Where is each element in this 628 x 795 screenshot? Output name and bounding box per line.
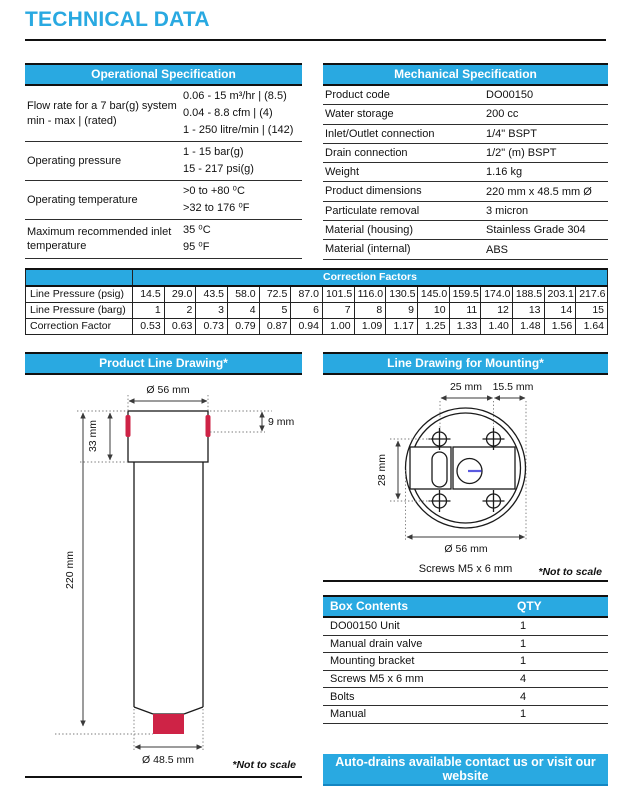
table-cell: 1.56 <box>544 319 576 335</box>
spec-label: Operating pressure <box>27 154 122 167</box>
box-item: Mounting bracket <box>330 655 415 668</box>
dim-label-hole-spacing: 25 mm <box>449 381 483 393</box>
table-cell: 217.6 <box>576 286 608 303</box>
product-body <box>134 462 203 714</box>
table-cell: 14.5 <box>133 286 165 303</box>
dim-label-top-diameter: Ø 56 mm <box>146 384 190 396</box>
table-cell: 14 <box>544 303 576 319</box>
spec-value: 15 - 217 psi(g) <box>183 163 254 175</box>
corr-row-label: Line Pressure (barg) <box>26 303 133 319</box>
box-qty: 1 <box>520 655 527 668</box>
table-cell: 43.5 <box>196 286 228 303</box>
table-cell: 0.94 <box>291 319 323 335</box>
mounting-drawing-header: Line Drawing for Mounting* <box>323 352 608 375</box>
spec-label: Material (internal) <box>325 243 411 256</box>
table-cell: 29.0 <box>164 286 196 303</box>
product-drawing-header: Product Line Drawing* <box>25 352 302 375</box>
table-row <box>323 182 608 201</box>
table-row <box>323 671 608 689</box>
table-row <box>26 269 608 286</box>
title-rule <box>25 39 606 41</box>
table-cell: 8 <box>354 303 386 319</box>
spec-value: 200 cc <box>486 108 519 121</box>
table-row <box>323 125 608 144</box>
table-row <box>323 163 608 182</box>
screws-spec-label: Screws M5 x 6 mm <box>418 563 513 575</box>
box-contents-table <box>323 595 608 724</box>
table-row <box>323 144 608 163</box>
spec-value: DO00150 <box>486 89 534 102</box>
spec-value: 1 - 15 bar(g) <box>183 146 244 158</box>
spec-value: 35 ⁰C <box>183 224 211 236</box>
table-cell: 72.5 <box>259 286 291 303</box>
table-row <box>323 618 608 636</box>
table-cell: 203.1 <box>544 286 576 303</box>
table-cell: 3 <box>196 303 228 319</box>
box-contents-header <box>323 595 608 618</box>
table-row <box>25 181 302 220</box>
table-cell: 0.63 <box>164 319 196 335</box>
product-drawing-panel <box>25 352 302 778</box>
operational-spec-header: Operational Specification <box>25 63 302 86</box>
product-line-drawing <box>25 375 302 775</box>
spec-value: 220 mm x 48.5 mm Ø <box>486 185 592 198</box>
box-qty: 4 <box>520 690 527 703</box>
spec-value: >32 to 176 ⁰F <box>183 202 250 214</box>
table-cell: 11 <box>449 303 481 319</box>
corr-row-label: Correction Factor <box>26 319 133 335</box>
table-cell: 5 <box>259 303 291 319</box>
dim-label-port-height: 9 mm <box>268 416 295 428</box>
operational-spec-table <box>25 63 302 259</box>
table-row <box>323 202 608 221</box>
drain-valve <box>153 714 184 734</box>
table-row <box>323 688 608 706</box>
table-cell: 159.5 <box>449 286 481 303</box>
spec-value: 95 ⁰F <box>183 241 210 253</box>
spec-value: ABS <box>486 243 509 256</box>
table-row <box>323 653 608 671</box>
table-cell: 0.73 <box>196 319 228 335</box>
footer-banner: Auto-drains available contact us or visit our website <box>323 754 608 786</box>
page-title: TECHNICAL DATA <box>25 8 210 31</box>
outlet-port <box>206 415 211 437</box>
table-cell: 9 <box>386 303 418 319</box>
spec-label: Water storage <box>325 108 394 121</box>
table-cell: 15 <box>576 303 608 319</box>
not-to-scale-note: *Not to scale <box>232 759 296 771</box>
qty-header: QTY <box>517 599 542 613</box>
table-row <box>323 221 608 240</box>
spec-label: Flow rate for a 7 bar(g) system min - max | (rated) <box>27 100 177 127</box>
spec-value: 3 micron <box>486 204 529 217</box>
spec-value: Stainless Grade 304 <box>486 224 586 237</box>
table-row <box>25 142 302 181</box>
table-cell: 10 <box>417 303 449 319</box>
table-row <box>323 105 608 124</box>
table-row <box>26 286 608 303</box>
table-cell: 101.5 <box>322 286 354 303</box>
box-qty: 1 <box>520 637 527 650</box>
box-qty: 1 <box>520 708 527 721</box>
spec-label: Weight <box>325 166 360 179</box>
table-cell: 2 <box>164 303 196 319</box>
table-cell: 145.0 <box>417 286 449 303</box>
table-row <box>323 86 608 105</box>
spec-values <box>183 86 302 141</box>
box-qty: 4 <box>520 673 527 686</box>
not-to-scale-note: *Not to scale <box>538 566 602 578</box>
dim-label-mount-diameter: Ø 56 mm <box>444 543 488 555</box>
table-cell: 1 <box>133 303 165 319</box>
corr-header-empty-cell <box>26 269 133 286</box>
spec-label: Maximum recommended inlet temperature <box>27 225 172 252</box>
spec-label: Operating temperature <box>27 193 138 206</box>
spec-label: Particulate removal <box>325 204 420 217</box>
screw-hole-icon <box>483 490 505 512</box>
spec-value: 0.04 - 8.8 cfm | (4) <box>183 107 273 119</box>
screws-note-row <box>323 561 608 580</box>
table-cell: 13 <box>512 303 544 319</box>
mechanical-spec-header: Mechanical Specification <box>323 63 608 86</box>
spec-value: 1/4" BSPT <box>486 127 537 140</box>
box-item: DO00150 Unit <box>330 620 400 633</box>
dim-label-total-height: 220 mm <box>64 551 76 589</box>
table-cell: 1.00 <box>322 319 354 335</box>
table-cell: 12 <box>481 303 513 319</box>
table-row <box>26 319 608 335</box>
spec-value: 1.16 kg <box>486 166 523 179</box>
spec-label: Inlet/Outlet connection <box>325 127 435 140</box>
mounting-drawing-panel <box>323 352 608 582</box>
box-contents-title: Box Contents <box>330 599 408 613</box>
spec-value: >0 to +80 ⁰C <box>183 185 245 197</box>
spec-label: Material (housing) <box>325 224 414 237</box>
screw-hole-icon <box>429 490 451 512</box>
product-head <box>128 411 208 462</box>
table-cell: 0.79 <box>227 319 259 335</box>
spec-label: Drain connection <box>325 146 408 159</box>
table-cell: 7 <box>322 303 354 319</box>
bracket-slot <box>432 452 447 487</box>
dim-label-edge-offset: 15.5 mm <box>492 381 534 393</box>
box-item: Manual drain valve <box>330 637 423 650</box>
table-row <box>25 86 302 142</box>
table-cell: 130.5 <box>386 286 418 303</box>
table-cell: 4 <box>227 303 259 319</box>
table-row <box>26 303 608 319</box>
table-row <box>323 240 608 259</box>
table-cell: 1.64 <box>576 319 608 335</box>
dim-label-head-height: 33 mm <box>87 419 99 453</box>
table-cell: 1.17 <box>386 319 418 335</box>
spec-value: 0.06 - 15 m³/hr | (8.5) <box>183 90 287 102</box>
mounting-line-drawing <box>323 375 608 556</box>
table-cell: 0.87 <box>259 319 291 335</box>
table-cell: 188.5 <box>512 286 544 303</box>
table-cell: 1.25 <box>417 319 449 335</box>
spec-values <box>183 220 302 258</box>
table-cell: 87.0 <box>291 286 323 303</box>
table-cell: 174.0 <box>481 286 513 303</box>
correction-factors-header: Correction Factors <box>133 269 608 286</box>
table-row <box>323 706 608 724</box>
spec-value: 1 - 250 litre/min | (142) <box>183 124 294 136</box>
table-cell: 0.53 <box>133 319 165 335</box>
table-cell: 6 <box>291 303 323 319</box>
correction-factors-table <box>25 268 608 335</box>
dim-label-bottom-diameter: Ø 48.5 mm <box>142 754 194 766</box>
spec-label: Product code <box>325 89 390 101</box>
table-row <box>323 636 608 654</box>
table-cell: 58.0 <box>227 286 259 303</box>
mechanical-spec-table <box>323 63 608 260</box>
box-item: Bolts <box>330 690 355 703</box>
spec-label: Product dimensions <box>325 185 422 198</box>
box-qty: 1 <box>520 620 527 633</box>
table-cell: 1.40 <box>481 319 513 335</box>
table-cell: 1.33 <box>449 319 481 335</box>
corr-row-label: Line Pressure (psig) <box>26 286 133 303</box>
box-item: Screws M5 x 6 mm <box>330 673 424 686</box>
table-cell: 116.0 <box>354 286 386 303</box>
inlet-port <box>126 415 131 437</box>
table-row <box>25 220 302 259</box>
spec-value: 1/2" (m) BSPT <box>486 147 557 160</box>
box-item: Manual <box>330 708 367 721</box>
spec-values <box>183 181 302 219</box>
spec-values <box>183 142 302 180</box>
dim-label-vertical-spacing: 28 mm <box>376 453 388 487</box>
table-cell: 1.48 <box>512 319 544 335</box>
table-cell: 1.09 <box>354 319 386 335</box>
